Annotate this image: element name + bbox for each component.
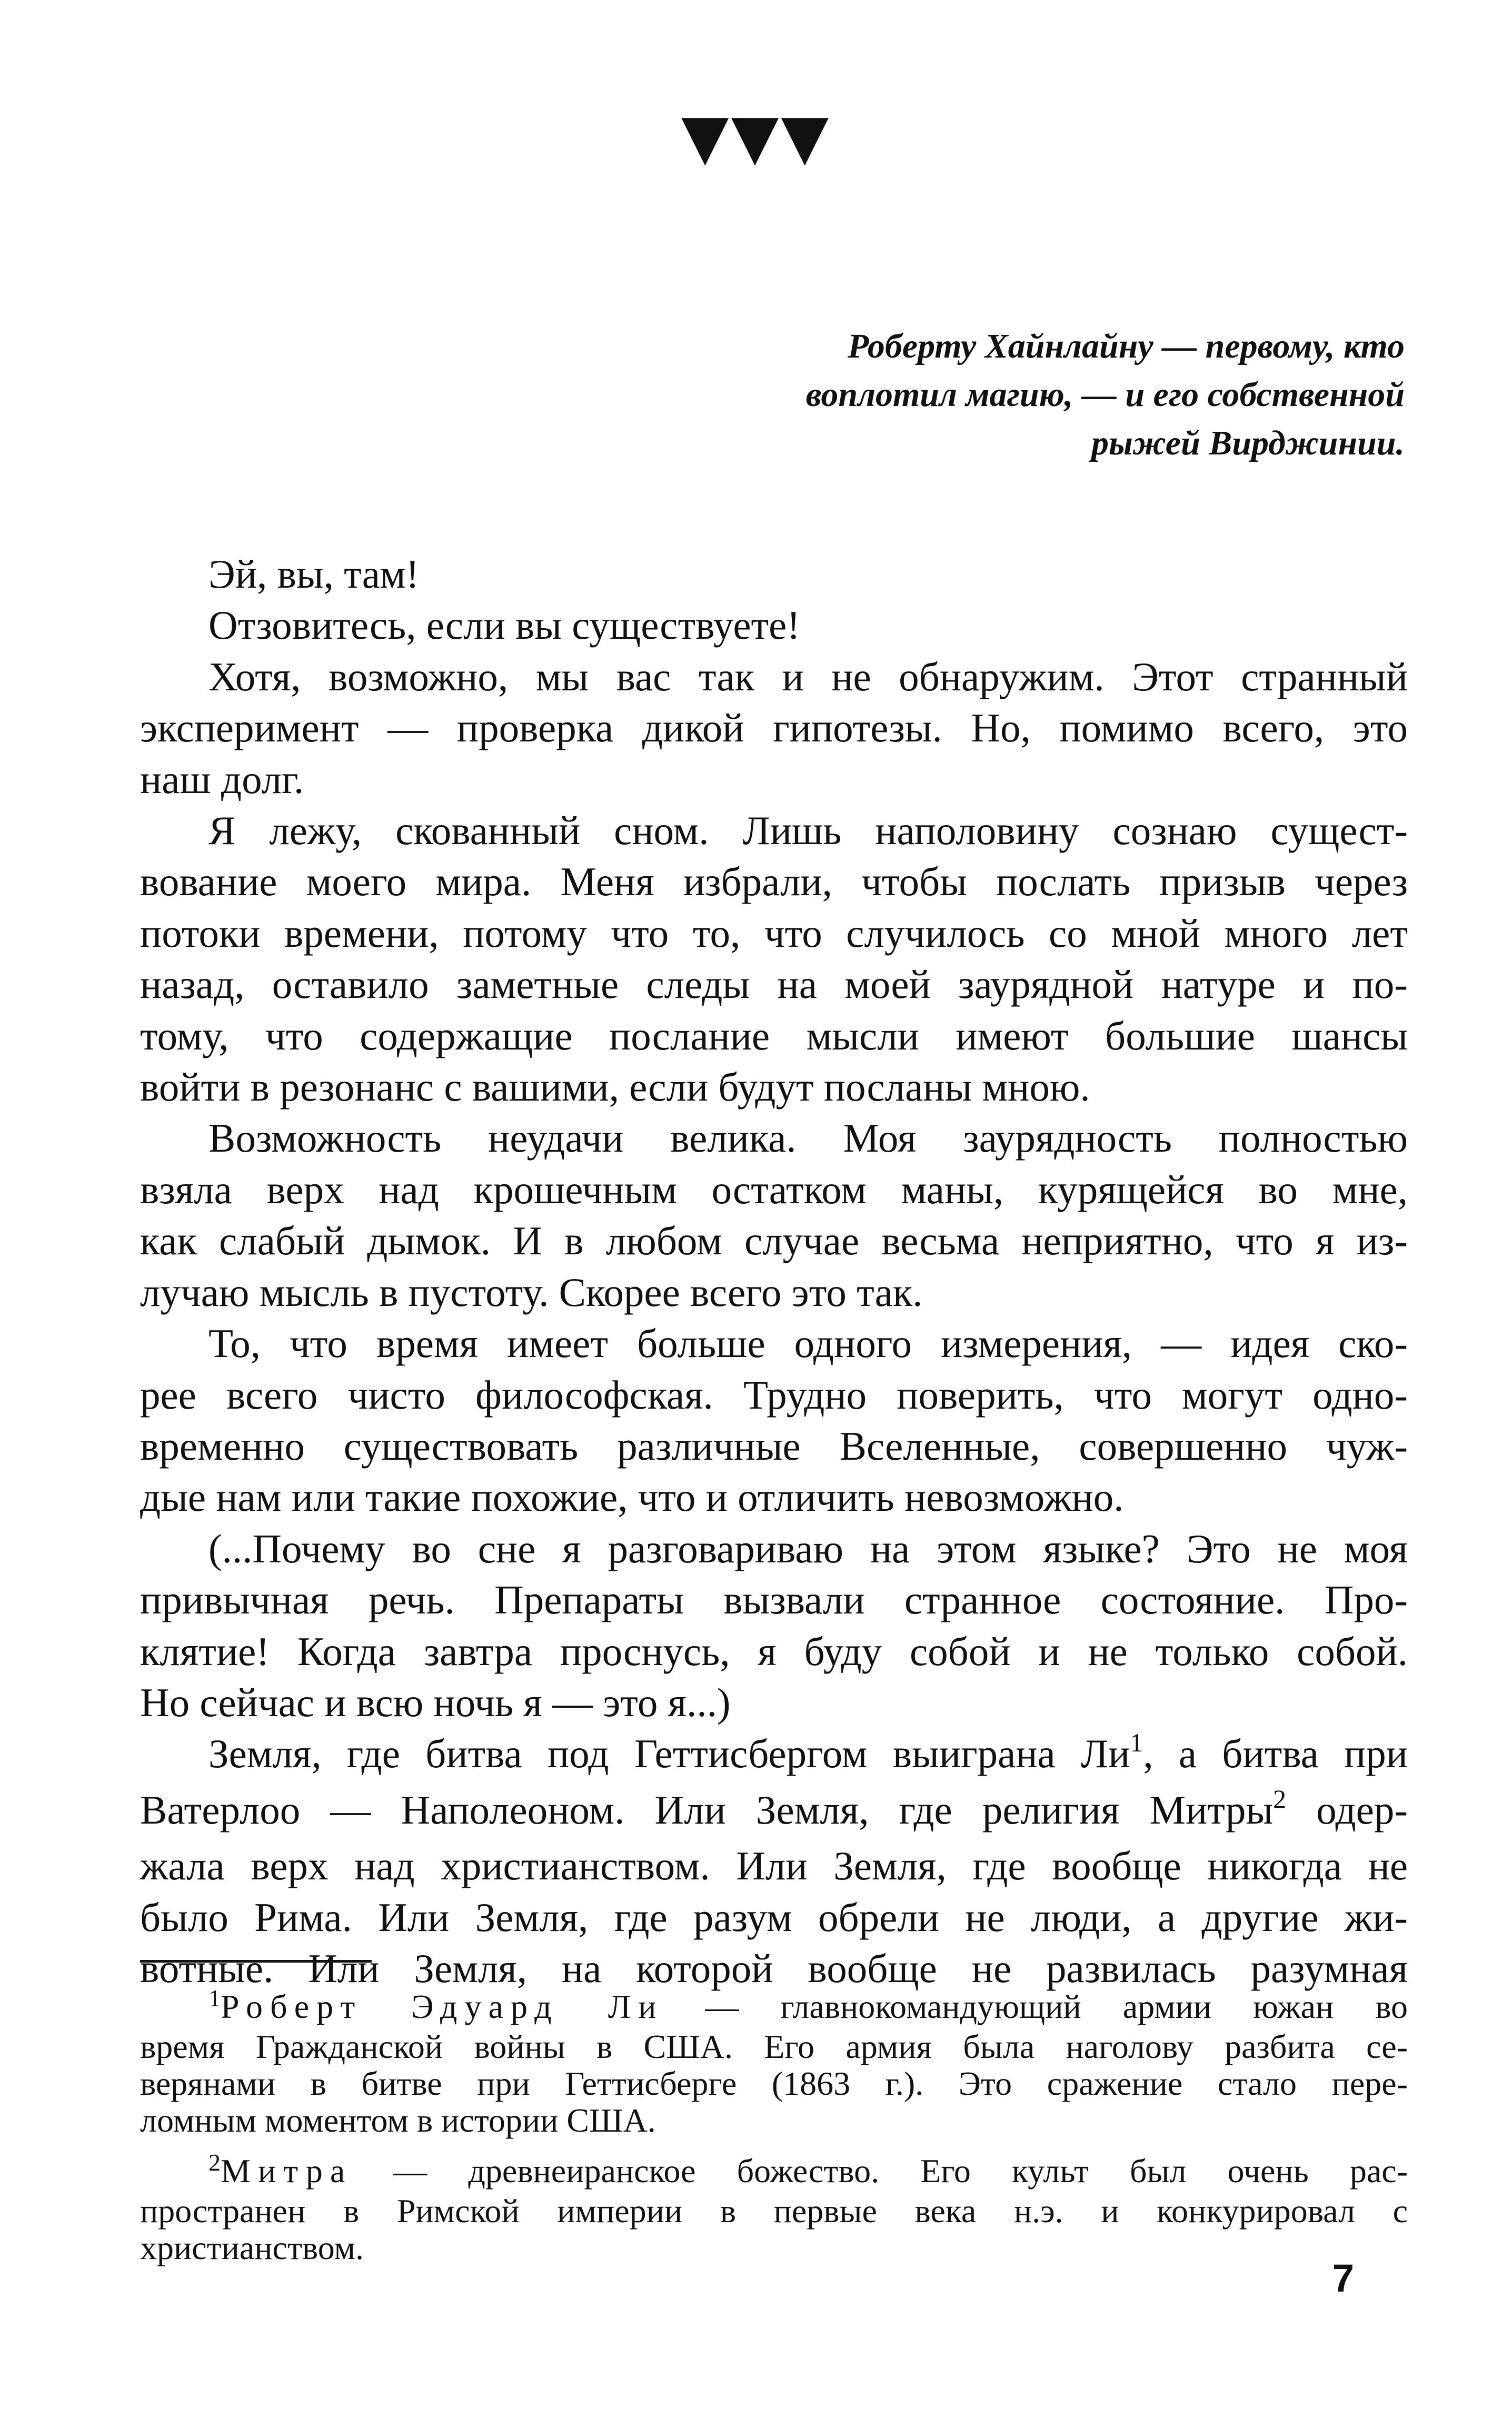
epigraph [615,322,1405,468]
main-text [140,549,1408,1994]
footnotes [140,1985,1408,2266]
text-line: Но сейчас и всю ночь я — это я...) [140,1679,731,1725]
text-line: назад, оставило заметные следы на моей заурядной натуре и по- [140,962,1408,1007]
text-line: жала верх над христианством. Или Земля, где вообще никогда не [140,1843,1408,1889]
text-line: эксперимент — проверка дикой гипотезы. Но, помимо всего, это [140,705,1408,751]
text-line: наш долг. [140,756,304,802]
text-run: , а битва при [1143,1731,1408,1777]
footnote-term: Митра [221,2152,353,2190]
paragraph [140,549,1408,600]
footnote-1 [140,1985,1408,2139]
text-line: Эй, вы, там! [208,551,420,597]
paragraph [140,600,1408,651]
footnote-ref-1[interactable]: 1 [1130,1728,1143,1758]
footnote-2 [140,2149,1408,2266]
footnote-ref-2[interactable]: 2 [1273,1784,1287,1814]
footnote-line [140,2149,1408,2193]
paragraph [140,1523,1408,1729]
footnote-term: Роберт Эдуард Ли [221,1988,664,2025]
text-line: клятие! Когда завтра проснусь, я буду собой и не только собой. [140,1628,1408,1674]
text-line [140,1785,1408,1840]
text-line: вование моего мира. Меня избрали, чтобы послать призыв через [140,859,1408,905]
text-line: как слабый дымок. И в любом случае весьма неприятно, что я из- [140,1218,1408,1264]
ornament-triangles: ▼▼▼ [681,100,831,173]
epigraph-line: рыжей Вирджинии. [1091,424,1405,462]
epigraph-line: Роберту Хайнлайну — первому, кто [847,327,1405,365]
text-line: Возможность неудачи велика. Моя заурядность полностью [208,1115,1408,1161]
text-line: лучаю мысль в пустоту. Скорее всего это так. [140,1269,923,1315]
text-line: Отзовитесь, если вы существуете! [208,602,800,648]
paragraph [140,1113,1408,1318]
paragraph [140,1728,1408,1994]
text-line: Я лежу, скованный сном. Лишь наполовину сознаю сущест- [208,808,1408,854]
text-line: (...Почему во сне я разговариваю на этом языке? Это не моя [208,1526,1408,1571]
footnote-line: пространен в Римской империи в первые века н.э. и конкурировал с [140,2192,1408,2230]
text-line: привычная речь. Препараты вызвали странное состояние. Про- [140,1577,1408,1623]
text-line: временно существовать различные Вселенные, совершенно чуж- [140,1423,1408,1469]
paragraph [140,805,1408,1113]
text-run: Ватерлоо — Наполеоном. Или Земля, где религия Митры [140,1787,1274,1833]
text-line: дые нам или такие похожие, что и отличить невозможно. [140,1474,1124,1520]
footnote-number: 1 [208,1985,221,2012]
footnote-line: верянами в битве при Геттисберге (1863 г.). Это сражение стало пере- [140,2065,1408,2102]
footnote-divider [140,1960,372,1963]
footnote-number: 2 [208,2149,221,2176]
text-run: — главнокомандующий армии южан во [663,1988,1408,2025]
text-line: взяла верх над крошечным остатком маны, курящейся во мне, [140,1166,1408,1212]
footnote-line [140,1985,1408,2028]
text-line: тому, что содержащие послание мысли имеют большие шансы [140,1013,1408,1058]
text-line: было Рима. Или Земля, где разум обрели не люди, а другие жи- [140,1894,1408,1940]
text-line: То, что время имеет больше одного измерения, — идея ско- [208,1321,1408,1366]
text-line: Хотя, возможно, мы вас так и не обнаружим. Этот странный [208,653,1408,699]
text-line: потоки времени, потому что то, что случилось со мной много лет [140,910,1408,956]
text-line: рее всего чисто философская. Трудно поверить, что могут одно- [140,1372,1408,1418]
text-line [140,1728,1408,1784]
text-line: вотные. Или Земля, на которой вообще не развилась разумная [140,1945,1408,1991]
text-run: Земля, где битва под Геттисбергом выиграна Ли [208,1731,1130,1777]
text-line: войти в резонанс с вашими, если будут посланы мною. [140,1064,1090,1110]
epigraph-line: воплотил магию, — и его собственной [805,375,1405,414]
footnote-line: время Гражданской войны в США. Его армия была наголову разбита се- [140,2028,1408,2065]
page-number: 7 [1332,2256,1354,2300]
footnote-line: ломным моментом в истории США. [140,2102,656,2139]
paragraph [140,1318,1408,1523]
footnote-line: христианством. [140,2229,364,2266]
paragraph [140,651,1408,805]
text-run: одер- [1286,1787,1408,1833]
text-run: — древнеиранское божество. Его культ был очень рас- [352,2152,1408,2190]
